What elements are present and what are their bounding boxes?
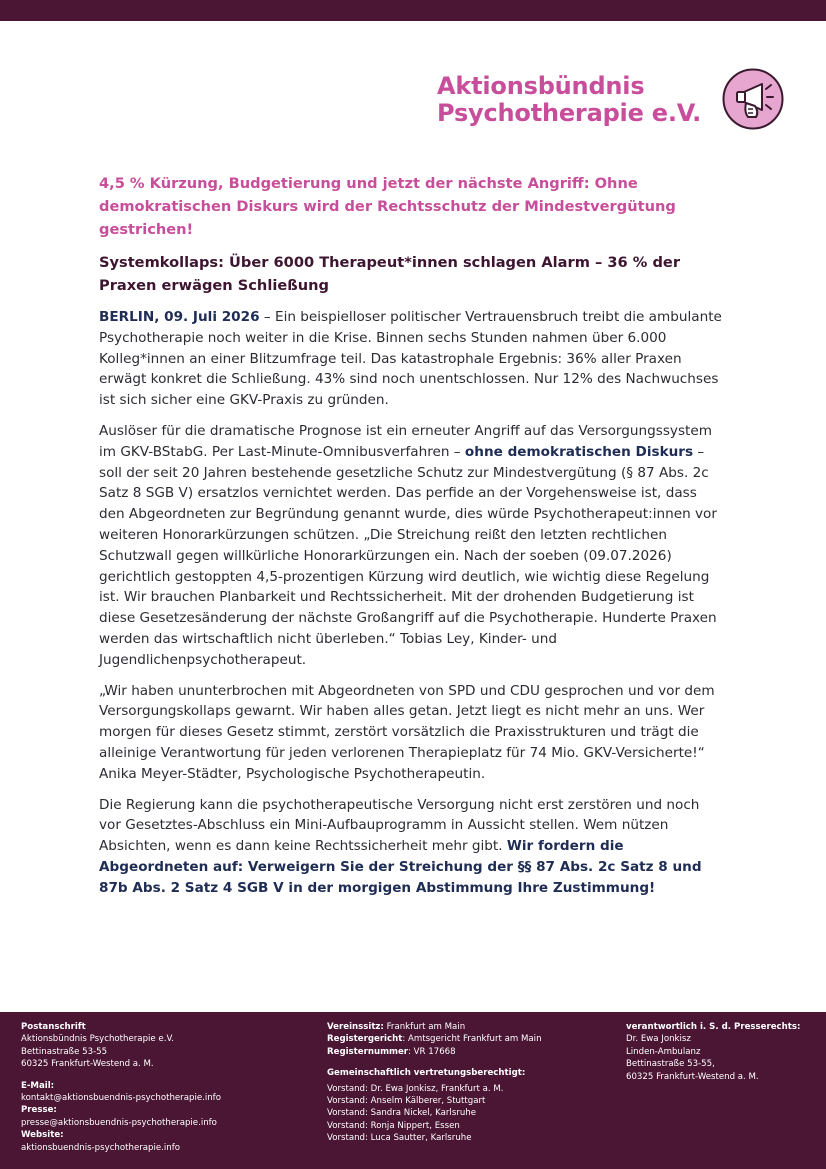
footer-press-responsible-column [626,1021,800,1083]
paragraph-2-emphasis: ohne demokratischen Diskurs [464,443,694,460]
footer-city: 60325 Frankfurt-Westend a. M. [21,1059,154,1070]
postanschrift-label: Postanschrift [21,1022,86,1032]
vorstand-line: Vorstand: Sandra Nickel, Karlsruhe [327,1108,477,1119]
footer-street: Bettinastraße 53-55 [21,1046,108,1057]
presserecht-line: Linden-Ambulanz [626,1046,701,1057]
registergericht-value: : Amtsgericht Frankfurt am Main [402,1034,542,1045]
presserecht-line: Bettinastraße 53-55, [626,1059,715,1070]
vorstand-line: Vorstand: Dr. Ewa Jonkisz, Frankfurt a. M. [327,1083,504,1094]
footer-address-column [21,1021,221,1154]
email-label: E-Mail: [21,1080,55,1091]
paragraph-4 [99,795,723,899]
website-label: Website: [21,1130,64,1141]
vorstand-line: Vorstand: Ronja Nippert, Essen [327,1120,460,1131]
paragraph-4-text: Die Regierung kann die psychotherapeutische Versorgung nicht erst zerstören und noch vor Gesetztes-Abschluss ein Mini-Aufbauprogramm in Aussicht stellen. Wem nützen Absichten, wenn es dann keine Rechtssicherheit mehr gibt. [99,796,700,855]
registergericht [327,1033,542,1045]
megaphone-icon [722,68,784,130]
presserecht-line: 60325 Frankfurt-Westend a. M. [626,1071,759,1082]
presse-label: Presse: [21,1105,57,1116]
presse-email-link[interactable]: presse@aktionsbuendnis-psychotherapie.info [21,1117,217,1128]
registernummer-label: Registernummer [327,1046,409,1057]
presserecht-label: verantwortlich i. S. d. Presserechts: [626,1022,801,1032]
paragraph-1 [99,307,723,411]
dateline: BERLIN, 09. Juli 2026 [99,309,260,325]
logo-line-1: Aktionsbündnis [437,72,645,100]
presserecht-line: Dr. Ewa Jonkisz [626,1034,691,1045]
vorstand-line: Vorstand: Luca Sautter, Karlsruhe [327,1133,472,1144]
paragraph-4-demand: Wir fordern die Abgeordneten auf: Verweigern Sie der Streichung der §§ 87 Abs. 2c Satz 8 und 87b Abs. 2 Satz 4 SGB V in der morgigen Abstimmung Ihre Zustimmung! [99,838,702,896]
registergericht-label: Registergericht [327,1034,403,1045]
vereinssitz [327,1021,542,1033]
headline: 4,5 % Kürzung, Budgetierung und jetzt der nächste Angriff: Ohne demokratischen Diskurs wird der Rechtsschutz der Mindestvergütung gestrichen! [99,175,676,238]
logo-line-2: Psychotherapie e.V. [437,99,701,127]
paragraph-2-text-b: – soll der seit 20 Jahren bestehende gesetzliche Schutz zur Mindestvergütung (§ 87 Abs. 2c Satz 8 SGB V) ersatzlos vernichtet werden. Das perfide an der Vorgehensweise ist, dass den Abgeordneten zur Begründung genannt wurde, dies würde Psychotherapeut:innen vor weiteren Honorarkürzungen schützen. „Die Streichung reißt den letzten rechtlichen Schutzwall gegen willkürliche Honorarkürzungen ein. Nach der soeben (09.07.2026) gerichtlich gestoppten 4,5-prozentigen Kürzung wird deutlich, wie wichtig diese Regelung ist. Wir brauchen Planbarkeit und Rechtssicherheit. Mit der drohenden Budgetierung ist diese Gesetzesänderung der nächste Großangriff auf die Psychotherapie. Hunderte Praxen werden das wirtschaftlich nicht überleben.“ Tobias Ley, Kinder- und Jugendlichenpsychotherapeut. [99,443,717,668]
press-release-body [99,172,723,909]
vorstand-line: Vorstand: Anselm Kälberer, Stuttgart [327,1096,486,1107]
paragraph-2-text-a: Auslöser für die dramatische Prognose ist ein erneuter Angriff auf das Versorgungssystem im GKV-BStabG. Per Last-Minute-Omnibusverfahren – [99,422,712,460]
vertretung-label: Gemeinschaftlich vertretungsberechtigt: [327,1068,526,1079]
top-bar [0,0,826,21]
registernummer-value: : VR 17668 [408,1046,456,1057]
email-link[interactable]: kontakt@aktionsbuendnis-psychotherapie.info [21,1093,221,1104]
paragraph-3: „Wir haben ununterbrochen mit Abgeordneten von SPD und CDU gesprochen und vor dem Versorgungskollaps gewarnt. Wir haben alles getan. Jetzt liegt es nicht mehr an uns. Wer morgen für dieses Gesetz stimmt, zerstört vorsätzlich die Praxisstrukturen und trägt die alleinige Verantwortung für jeden verlorenen Therapieplatz für 74 Mio. GKV-Versicherte!“ Anika Meyer-Städter, Psychologische Psychotherapeutin. [99,682,715,782]
vereinssitz-label: Vereinssitz: [327,1022,384,1032]
vereinssitz-value: Frankfurt am Main [383,1022,466,1032]
subheadline: Systemkollaps: Über 6000 Therapeut*innen schlagen Alarm – 36 % der Praxen erwägen Schließung [99,254,681,294]
paragraph-1-text: – Ein beispielloser politischer Vertrauensbruch treibt die ambulante Psychotherapie noch weiter in die Krise. Binnen sechs Stunden nahmen über 6.000 Kolleg*innen an einer Blitzumfrage teil. Das katastrophale Ergebnis: 36% aller Praxen erwägt konkret die Schließung. 43% sind noch unentschlossen. Nur 12% des Nachwuchses ist sich sicher eine GKV-Praxis zu gründen. [99,309,722,409]
footer [0,1012,826,1169]
footer-org-name: Aktionsbündnis Psychotherapie e.V. [21,1034,174,1045]
footer-registry-column [327,1021,542,1145]
paragraph-2 [99,421,723,671]
website-link[interactable]: aktionsbuendnis-psychotherapie.info [21,1142,181,1153]
org-logo-wordmark [437,73,701,127]
registernummer [327,1046,542,1058]
